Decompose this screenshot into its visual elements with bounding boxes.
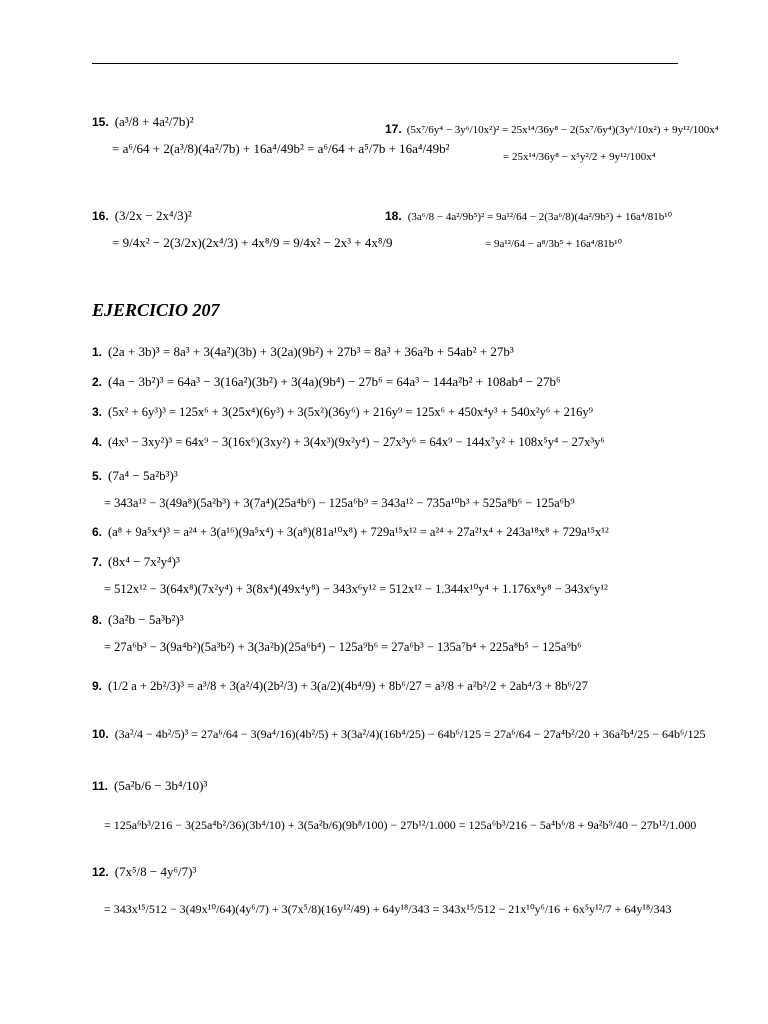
item-8 bbox=[92, 606, 581, 660]
expression: (3a²/4 − 4b²/5)³ = 27a⁶/64 − 3(9a⁴/16)(4b²/5) + 3(3a²/4)(16b⁴/25) − 64b⁶/125 = 27a⁶/64 − 27a⁴b²/20 + 36a²b⁴/25 − 64b⁶/125 bbox=[114, 727, 706, 741]
expression: (7x⁵/8 − 4y⁶/7)³ bbox=[114, 864, 197, 879]
item-9 bbox=[92, 672, 588, 700]
expression: (5a²b/6 − 3b⁴/10)³ bbox=[114, 778, 208, 793]
expression: (a⁸ + 9a⁵x⁴)³ = a²⁴ + 3(a¹⁶)(9a⁵x⁴) + 3(a⁸)(81a¹⁰x⁸) + 729a¹⁵x¹² = a²⁴ + 27a²¹x⁴ + 243a¹⁸x⁸ + 729a¹⁵x¹² bbox=[108, 525, 609, 539]
item-number: 10. bbox=[92, 727, 109, 741]
expansion: = 343a¹² − 3(49a⁸)(5a²b³) + 3(7a⁴)(25a⁴b⁶) − 125a⁶b⁹ = 343a¹² − 735a¹⁰b³ + 525a⁸b⁶ − 125a⁶b⁹ bbox=[104, 496, 575, 510]
expression: (3a⁶/8 − 4a²/9b⁵)² = 9a¹²/64 − 2(3a⁶/8)(4a²/9b⁵) + 16a⁴/81b¹⁰ bbox=[407, 211, 672, 223]
item-4 bbox=[92, 428, 605, 456]
expression: (3a²b − 5a³b²)³ bbox=[108, 612, 184, 627]
expansion: = a⁶/64 + 2(a³/8)(4a²/7b) + 16a⁴/49b² = a⁶/64 + a⁵/7b + 16a⁴/49b² bbox=[112, 141, 450, 156]
item-number: 9. bbox=[92, 679, 103, 693]
expression: (4x³ − 3xy²)³ = 64x⁹ − 3(16x⁶)(3xy²) + 3(4x³)(9x²y⁴) − 27x³y⁶ = 64x⁹ − 144x⁷y² + 108x⁵y⁴ − 27x³y⁶ bbox=[108, 435, 605, 449]
item-number: 2. bbox=[92, 375, 103, 389]
item-number: 5. bbox=[92, 469, 103, 483]
expression: (8x⁴ − 7x²y⁴)³ bbox=[108, 554, 180, 569]
item-number: 1. bbox=[92, 345, 103, 359]
section-heading: EJERCICIO 207 bbox=[92, 300, 220, 320]
exercise-18 bbox=[385, 202, 672, 256]
expansion: = 9a¹²/64 − a⁸/3b⁵ + 16a⁴/81b¹⁰ bbox=[485, 238, 622, 250]
expression: (5x² + 6y³)³ = 125x⁶ + 3(25x⁴)(6y³) + 3(5x²)(36y⁶) + 216y⁹ = 125x⁶ + 450x⁴y³ + 540x²y⁶ + 216y⁹ bbox=[108, 405, 593, 419]
item-number: 18. bbox=[385, 209, 402, 223]
item-number: 6. bbox=[92, 525, 103, 539]
expression: (a³/8 + 4a²/7b)² bbox=[114, 114, 194, 129]
header-rule bbox=[92, 63, 678, 64]
item-12 bbox=[92, 858, 672, 922]
expansion: = 9/4x² − 2(3/2x)(2x⁴/3) + 4x⁸/9 = 9/4x² − 2x³ + 4x⁸/9 bbox=[112, 235, 393, 250]
item-2 bbox=[92, 368, 561, 396]
expression: (4a − 3b²)³ = 64a³ − 3(16a²)(3b²) + 3(4a)(9b⁴) − 27b⁶ = 64a³ − 144a²b² + 108ab⁴ − 27b⁶ bbox=[108, 374, 561, 389]
item-3 bbox=[92, 398, 593, 426]
item-6 bbox=[92, 518, 609, 546]
item-number: 12. bbox=[92, 865, 109, 879]
exercise-16 bbox=[92, 202, 393, 256]
exercise-17 bbox=[385, 116, 719, 170]
item-number: 7. bbox=[92, 555, 103, 569]
expansion: = 25x¹⁴/36y⁸ − x⁵y²/2 + 9y¹²/100x⁴ bbox=[503, 151, 656, 163]
expansion: = 27a⁶b³ − 3(9a⁴b²)(5a³b²) + 3(3a²b)(25a⁶b⁴) − 125a⁹b⁶ = 27a⁶b³ − 135a⁷b⁴ + 225a⁸b⁵ − 125a⁹b⁶ bbox=[104, 640, 582, 654]
expression: (1/2 a + 2b²/3)³ = a³/8 + 3(a²/4)(2b²/3) + 3(a/2)(4b⁴/9) + 8b⁶/27 = a³/8 + a²b²/2 + 2ab⁴/3 + 8b⁶/27 bbox=[108, 679, 588, 693]
item-number: 16. bbox=[92, 209, 109, 223]
expression: (3/2x − 2x⁴/3)² bbox=[114, 208, 192, 223]
item-5 bbox=[92, 462, 575, 516]
expression: (7a⁴ − 5a²b³)³ bbox=[108, 468, 178, 483]
item-11 bbox=[92, 772, 696, 838]
expansion: = 512x¹² − 3(64x⁸)(7x²y⁴) + 3(8x⁴)(49x⁴y⁸) − 343x⁶y¹² = 512x¹² − 1.344x¹⁰y⁴ + 1.176x⁸y⁸ − 343x⁶y¹² bbox=[104, 582, 608, 596]
expansion: = 343x¹⁵/512 − 3(49x¹⁰/64)(4y⁶/7) + 3(7x⁵/8)(16y¹²/49) + 64y¹⁸/343 = 343x¹⁵/512 − 21x¹⁰y⁶/16 + 6x⁵y¹²/7 + 64y¹⁸/343 bbox=[104, 902, 672, 916]
expression: (5x⁷/6y⁴ − 3y⁶/10x²)² = 25x¹⁴/36y⁸ − 2(5x⁷/6y⁴)(3y⁶/10x²) + 9y¹²/100x⁴ bbox=[406, 124, 719, 136]
item-10 bbox=[92, 720, 706, 748]
item-number: 8. bbox=[92, 613, 103, 627]
item-number: 17. bbox=[385, 122, 402, 136]
item-1 bbox=[92, 338, 514, 366]
expansion: = 125a⁶b³/216 − 3(25a⁴b²/36)(3b⁴/10) + 3(5a²b/6)(9b⁸/100) − 27b¹²/1.000 = 125a⁶b³/216 − 5a⁴b⁶/8 + 9a²b⁹/40 − 27b¹²/1.000 bbox=[104, 818, 697, 832]
item-7 bbox=[92, 548, 608, 602]
item-number: 3. bbox=[92, 405, 103, 419]
item-number: 4. bbox=[92, 435, 103, 449]
item-number: 11. bbox=[92, 779, 109, 793]
expression: (2a + 3b)³ = 8a³ + 3(4a²)(3b) + 3(2a)(9b²) + 27b³ = 8a³ + 36a²b + 54ab² + 27b³ bbox=[108, 344, 514, 359]
item-number: 15. bbox=[92, 115, 109, 129]
